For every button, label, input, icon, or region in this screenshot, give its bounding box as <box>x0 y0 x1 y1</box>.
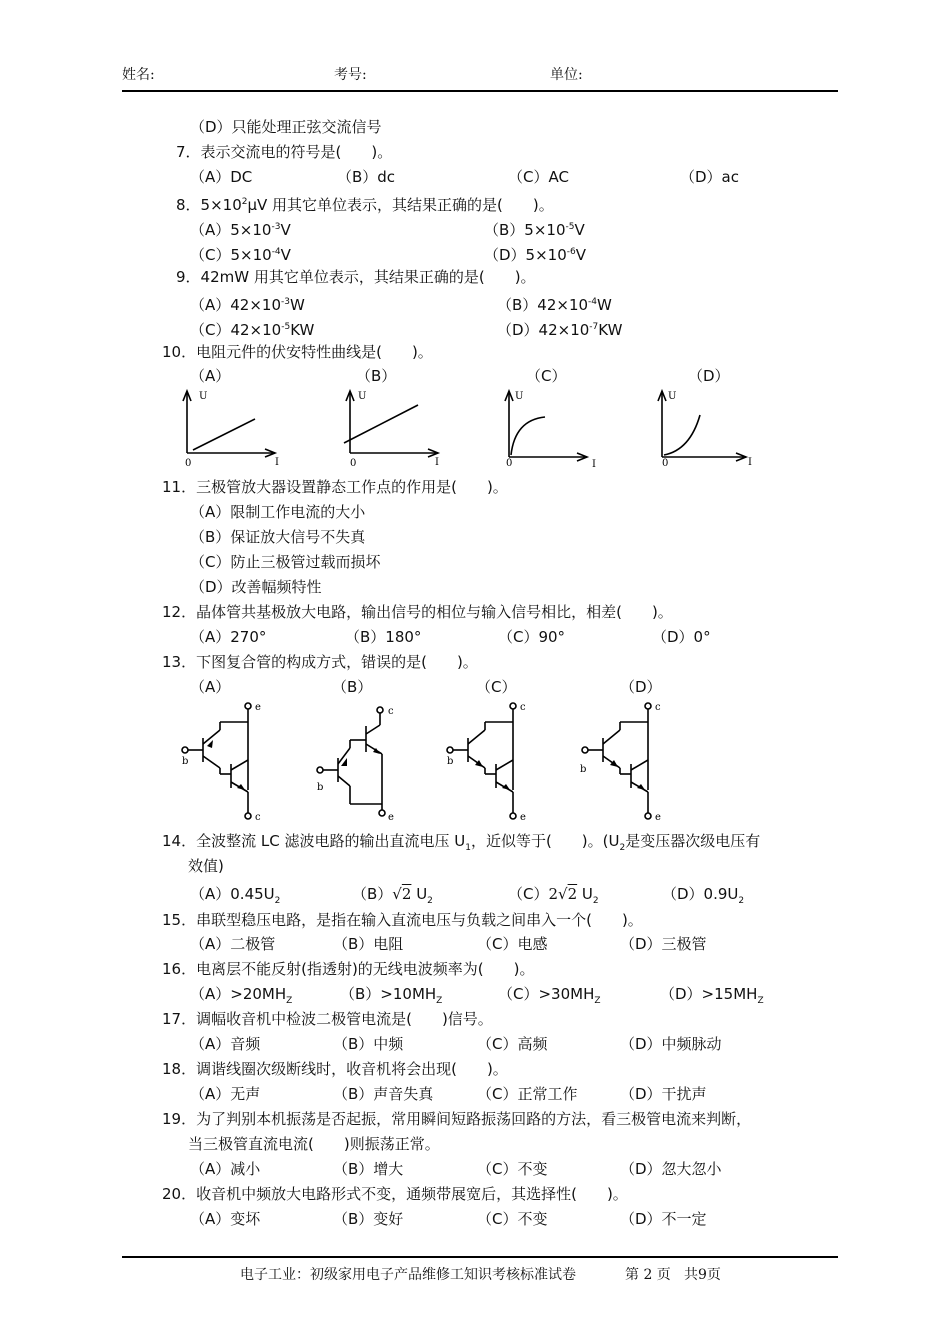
q9-option-a: $(A)42\times 10^{-3}W$ <box>190 296 305 314</box>
question-19-stem: 19．为了判别本机振荡是否起振，常用瞬间短路振荡回路的方法，看三极管电流来判断， <box>162 1110 752 1128</box>
question-20-stem: 20．收音机中频放大电路形式不变，通频带展宽后，其选择性( )。 <box>162 1185 628 1203</box>
q19-option-a: （A）减小 <box>190 1160 261 1178</box>
q16-option-b: $(B)>10MH_Z$ <box>340 985 443 1006</box>
q9-option-c: $(C)42\times 10^{-5}KW$ <box>190 321 315 339</box>
q7-option-b: （B）dc <box>337 168 396 186</box>
q16-option-a: $(A)>20MH_Z$ <box>190 985 293 1006</box>
svg-text:b: b <box>317 782 324 793</box>
q17-option-b: （B）中频 <box>333 1035 404 1053</box>
q18-option-d: （D）干扰声 <box>620 1085 707 1103</box>
q11-option-c: （C）防止三极管过载而损坏 <box>190 553 381 571</box>
q14-option-d: $(D)0.9U_2$ <box>662 885 745 906</box>
q18-option-c: （C）正常工作 <box>477 1085 578 1103</box>
svg-text:U: U <box>668 391 677 402</box>
q13-option-d-label: （D） <box>620 678 662 696</box>
svg-text:e: e <box>255 702 261 713</box>
question-16-stem: 16．电离层不能反射(指透射)的无线电波频率为( )。 <box>162 960 535 978</box>
svg-text:c: c <box>388 706 394 717</box>
svg-text:b: b <box>447 756 454 767</box>
question-13-stem: 13．下图复合管的构成方式，错误的是( )。 <box>162 653 478 671</box>
name-label: 姓名: <box>122 67 155 83</box>
q13-option-b-label: （B） <box>332 678 373 696</box>
q13-diagram-a <box>175 700 275 828</box>
question-7-stem: 7．表示交流电的符号是( )。 <box>176 143 393 161</box>
svg-text:0: 0 <box>350 458 357 469</box>
svg-text:e: e <box>520 812 526 823</box>
q8-option-c: $(C)5\times 10^{-4}V$ <box>190 246 291 264</box>
header-rule <box>122 90 838 92</box>
q13-diagram-b <box>310 700 410 828</box>
q10-option-d-label: （D） <box>688 367 730 385</box>
q10-option-a-label: （A） <box>190 367 231 385</box>
q13-option-c-label: （C） <box>476 678 517 696</box>
svg-text:c: c <box>520 702 526 713</box>
footer-total-pages: 共9页 <box>684 1267 721 1283</box>
q20-option-d: （D）不一定 <box>620 1210 707 1228</box>
q14-option-c: （C）2√2 $U_2$ <box>508 885 599 906</box>
question-12-stem: 12．晶体管共基极放大电路，输出信号的相位与输入信号相比，相差( )。 <box>162 603 673 621</box>
q13-diagram-c <box>440 700 540 828</box>
q18-option-a: （A）无声 <box>190 1085 261 1103</box>
q11-option-d: （D）改善幅频特性 <box>190 578 322 596</box>
question-19-stem-line2: 当三极管直流电流( )则振荡正常。 <box>188 1135 440 1153</box>
q11-option-a: （A）限制工作电流的大小 <box>190 503 366 521</box>
q20-option-b: （B）变好 <box>333 1210 404 1228</box>
svg-text:e: e <box>388 812 394 823</box>
svg-text:I: I <box>748 457 752 468</box>
q10-option-b-label: （B） <box>356 367 397 385</box>
question-8-stem: 8．$5\times 10^2\mu V$ 用其它单位表示，其结果正确的是( )。 <box>176 196 554 214</box>
q12-option-c: （C）90° <box>498 628 566 646</box>
question-15-stem: 15．串联型稳压电路，是指在输入直流电压与负载之间串入一个( )。 <box>162 911 643 929</box>
q15-option-c: （C）电感 <box>477 935 548 953</box>
footer-rule <box>122 1256 838 1258</box>
q16-option-d: $(D)>15MH_Z$ <box>660 985 764 1006</box>
svg-text:c: c <box>255 812 261 823</box>
svg-text:c: c <box>655 702 661 713</box>
q8-option-b: $(B)5\times 10^{-5}V$ <box>484 221 585 239</box>
q10-graph-d <box>650 385 770 470</box>
svg-text:b: b <box>580 764 587 775</box>
unit-label: 单位: <box>550 67 583 83</box>
q12-option-b: （B）180° <box>345 628 422 646</box>
q7-option-d: （D）ac <box>680 168 739 186</box>
svg-text:I: I <box>592 459 596 470</box>
q7-option-c: （C）AC <box>508 168 569 186</box>
q13-diagram-d <box>575 700 675 828</box>
q15-option-b: （B）电阻 <box>333 935 404 953</box>
q14-option-a: $(A)0.45U_2$ <box>190 885 281 906</box>
q13-option-a-label: （A） <box>190 678 231 696</box>
question-9-stem: 9．42mW 用其它单位表示，其结果正确的是( )。 <box>176 268 536 286</box>
q15-option-a: （A）二极管 <box>190 935 276 953</box>
question-17-stem: 17．调幅收音机中检波二极管电流是( )信号。 <box>162 1010 493 1028</box>
svg-text:I: I <box>435 457 439 468</box>
q20-option-c: （C）不变 <box>477 1210 548 1228</box>
exam-number-label: 考号: <box>334 67 367 83</box>
q9-option-b: $(B)42\times 10^{-4}W$ <box>497 296 612 314</box>
q12-option-a: （A）270° <box>190 628 267 646</box>
q20-option-a: （A）变坏 <box>190 1210 261 1228</box>
svg-text:U: U <box>515 391 524 402</box>
q10-graph-a <box>175 385 295 470</box>
q19-option-d: （D）忽大忽小 <box>620 1160 722 1178</box>
prev-question-option-d: （D）只能处理正弦交流信号 <box>190 118 382 136</box>
q11-option-b: （B）保证放大信号不失真 <box>190 528 366 546</box>
q8-option-a: $(A)5\times 10^{-3}V$ <box>190 221 291 239</box>
q16-option-c: $(C)>30MH_Z$ <box>498 985 601 1006</box>
svg-text:0: 0 <box>185 458 192 469</box>
q12-option-d: （D）0° <box>652 628 711 646</box>
q9-option-d: $(D)42\times 10^{-7}KW$ <box>497 321 623 339</box>
svg-text:I: I <box>275 457 279 468</box>
q8-option-d: $(D)5\times 10^{-6}V$ <box>484 246 586 264</box>
svg-text:0: 0 <box>662 458 669 469</box>
question-10-stem: 10．电阻元件的伏安特性曲线是( )。 <box>162 343 433 361</box>
q19-option-c: （C）不变 <box>477 1160 548 1178</box>
question-14-stem: 14．全波整流 LC 滤波电路的输出直流电压 $U_1$，近似等于( )。($U_2$是变压器次级电压有 <box>162 832 761 853</box>
q18-option-b: （B）声音失真 <box>333 1085 434 1103</box>
q10-graph-b <box>338 385 458 470</box>
svg-text:U: U <box>358 391 367 402</box>
q17-option-c: （C）高频 <box>477 1035 548 1053</box>
svg-text:b: b <box>182 756 189 767</box>
q15-option-d: （D）三极管 <box>620 935 707 953</box>
q14-option-b: （B）√2 $U_2$ <box>352 885 433 906</box>
q7-option-a: （A）DC <box>190 168 253 186</box>
question-11-stem: 11．三极管放大器设置静态工作点的作用是( )。 <box>162 478 508 496</box>
q10-graph-c <box>497 385 617 470</box>
footer-page-number: 第 2 页 <box>625 1267 671 1283</box>
q17-option-d: （D）中频脉动 <box>620 1035 722 1053</box>
svg-text:0: 0 <box>506 458 513 469</box>
svg-text:U: U <box>199 391 208 402</box>
q17-option-a: （A）音频 <box>190 1035 261 1053</box>
question-18-stem: 18．调谐线圈次级断线时，收音机将会出现( )。 <box>162 1060 508 1078</box>
q19-option-b: （B）增大 <box>333 1160 404 1178</box>
question-14-stem-line2: 效值) <box>188 857 224 875</box>
svg-text:e: e <box>655 812 661 823</box>
footer-title: 电子工业：初级家用电子产品维修工知识考核标准试卷 <box>240 1267 576 1283</box>
q10-option-c-label: （C） <box>526 367 567 385</box>
